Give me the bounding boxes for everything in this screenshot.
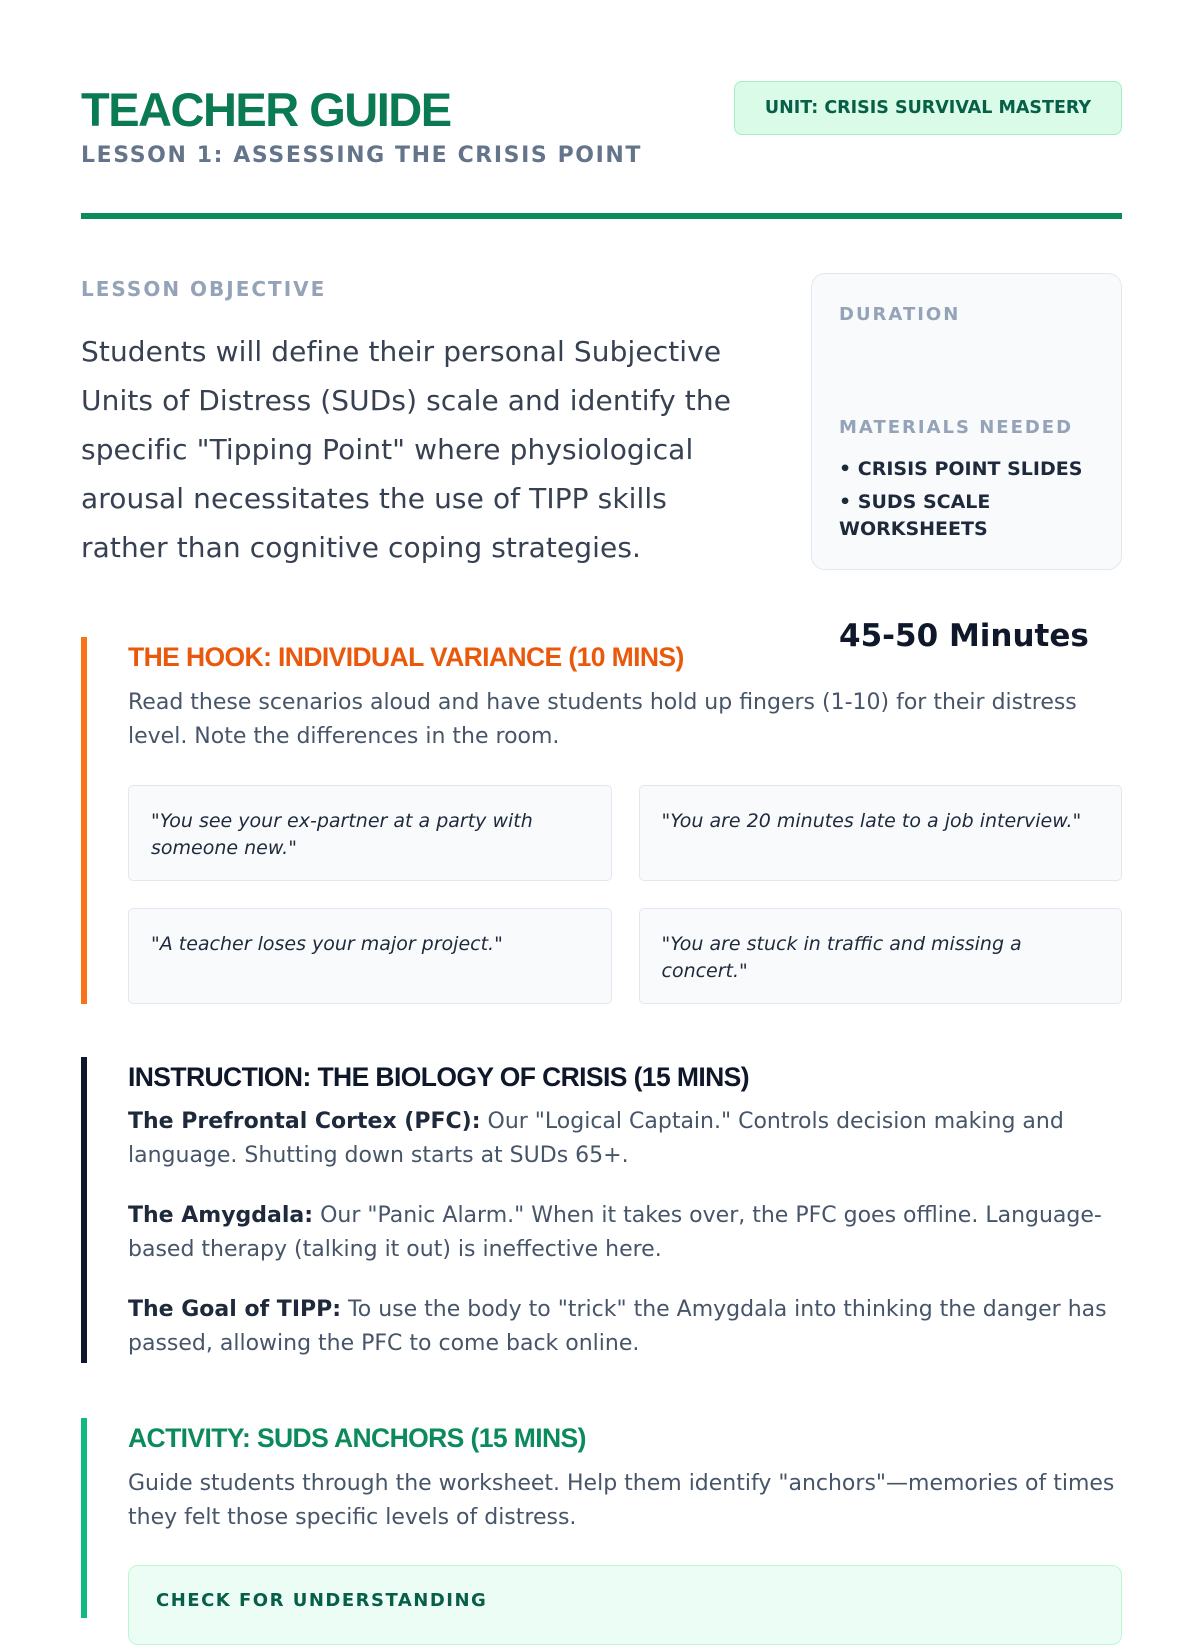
activity-instructions: Guide students through the worksheet. Help them identify "anchors"—memories of times they felt those specific levels of distress. [128,1471,1115,1530]
check-for-understanding-box: CHECK FOR UNDERSTANDING [128,1565,1122,1645]
page-title: TEACHER GUIDE [81,83,451,136]
scenario-card: "You see your ex-partner at a party with someone new." [128,785,612,881]
duration-label: DURATION [839,304,961,325]
activity-accent-bar [81,1418,87,1618]
scenario-grid [128,785,1122,1004]
teacher-guide-page [81,0,1122,1611]
instruction-term: The Goal of TIPP: [128,1297,342,1322]
instruction-text: To use the body to "trick" the Amygdala into thinking the danger has passed, allowing the PFC to come back online. [128,1297,1107,1356]
lesson-info-card [811,273,1122,654]
hook-accent-bar [81,637,87,1004]
instruction-accent-bar [81,1057,87,1363]
material-item: • SUDS SCALE WORKSHEETS [839,491,991,540]
duration-value: 45-50 Minutes [839,618,1089,654]
unit-badge: UNIT: CRISIS SURVIVAL MASTERY [734,81,1122,135]
material-item: • CRISIS POINT SLIDES [839,458,1083,480]
header-divider [81,213,1122,219]
objective-label: LESSON OBJECTIVE [81,277,327,301]
instruction-item [128,1105,1108,1173]
scenario-card: "You are stuck in traffic and missing a concert." [639,908,1123,1004]
instruction-title: INSTRUCTION: THE BIOLOGY OF CRISIS (15 MINS) [128,1062,749,1092]
materials-list [839,456,1099,549]
instruction-term: The Prefrontal Cortex (PFC): [128,1109,481,1134]
instruction-section [81,1057,1122,1363]
instruction-item [128,1293,1108,1361]
activity-title: ACTIVITY: SUDS ANCHORS (15 MINS) [128,1423,586,1453]
scenario-card: "A teacher loses your major project." [128,908,612,1004]
materials-label: MATERIALS NEEDED [839,417,1074,438]
instruction-text: Our "Logical Captain." Controls decision making and language. Shutting down starts at SUDs 65+. [128,1109,1064,1168]
instruction-item [128,1199,1108,1267]
scenario-card: "You are 20 minutes late to a job interview." [639,785,1123,881]
objective-text: Students will define their personal Subjective Units of Distress (SUDs) scale and identify the specific "Tipping Point" where physiological arousal necessitates the use of TIPP skills rather than cognitive coping strategies. [81,335,732,564]
lesson-subtitle: LESSON 1: ASSESSING THE CRISIS POINT [81,143,643,168]
instruction-text: Our "Panic Alarm." When it takes over, the PFC goes offline. Language-based therapy (talking it out) is ineffective here. [128,1203,1102,1262]
hook-section [81,637,1122,1004]
activity-section [81,1418,1122,1618]
hook-instructions: Read these scenarios aloud and have students hold up fingers (1-10) for their distress level. Note the differences in the room. [128,690,1077,749]
instruction-term: The Amygdala: [128,1203,314,1228]
hook-title: THE HOOK: INDIVIDUAL VARIANCE (10 MINS) [128,642,684,672]
